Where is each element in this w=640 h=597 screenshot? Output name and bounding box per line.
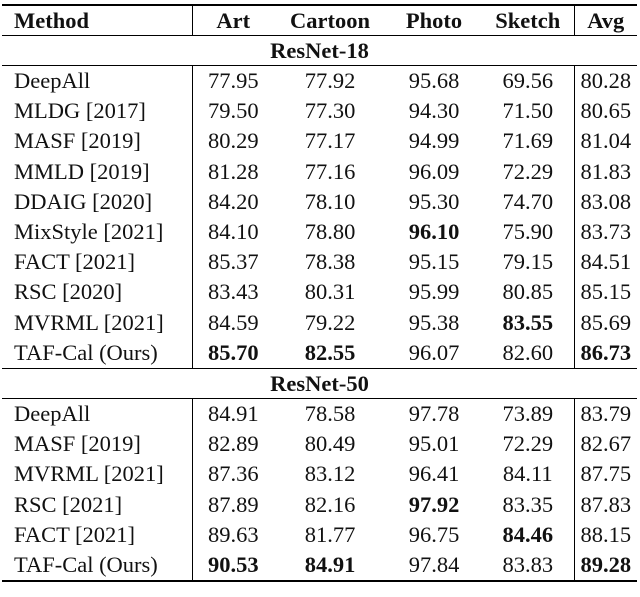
table-row — [2, 490, 637, 520]
table-row — [2, 459, 637, 489]
sketch-cell: 72.29 — [502, 158, 554, 184]
avg-cell: 88.15 — [574, 520, 637, 550]
header-avg: Avg — [574, 5, 637, 36]
art-cell: 81.28 — [207, 158, 259, 184]
avg-cell: 83.79 — [574, 399, 637, 430]
avg-cell: 81.04 — [574, 126, 637, 156]
art-cell: 87.89 — [207, 491, 259, 517]
art-cell: 89.63 — [207, 521, 259, 547]
cartoon-cell: 80.49 — [304, 431, 356, 457]
table-row — [2, 217, 637, 247]
photo-cell: 96.07 — [408, 339, 460, 365]
photo-cell: 95.38 — [408, 309, 460, 335]
sketch-cell: 75.90 — [502, 219, 554, 245]
avg-cell: 83.73 — [574, 217, 637, 247]
cartoon-cell: 77.17 — [304, 128, 356, 154]
art-cell: 84.20 — [207, 188, 259, 214]
photo-cell-best: 97.92 — [408, 491, 460, 517]
header-sketch: Sketch — [482, 5, 574, 36]
avg-cell: 85.15 — [574, 277, 637, 307]
cartoon-cell: 77.30 — [304, 98, 356, 124]
sketch-cell: 71.69 — [502, 128, 554, 154]
sketch-cell: 83.35 — [502, 491, 554, 517]
header-cartoon: Cartoon — [274, 5, 386, 36]
sketch-cell: 74.70 — [502, 188, 554, 214]
method-cell: MASF [2019] — [2, 126, 192, 156]
table-row — [2, 550, 637, 581]
avg-cell: 82.67 — [574, 429, 637, 459]
art-cell: 87.36 — [207, 461, 259, 487]
method-cell: RSC [2020] — [2, 277, 192, 307]
table-row — [2, 66, 637, 97]
avg-cell: 87.75 — [574, 459, 637, 489]
photo-cell: 94.30 — [408, 98, 460, 124]
method-cell: MixStyle [2021] — [2, 217, 192, 247]
method-cell: MVRML [2021] — [2, 308, 192, 338]
photo-cell: 96.75 — [408, 521, 460, 547]
sketch-cell: 72.29 — [502, 431, 554, 457]
art-cell: 77.95 — [207, 68, 259, 93]
art-cell-best: 90.53 — [192, 550, 274, 581]
sketch-cell: 84.11 — [502, 461, 553, 487]
table-row — [2, 96, 637, 126]
cartoon-cell: 82.16 — [304, 491, 356, 517]
method-cell: DDAIG [2020] — [2, 187, 192, 217]
cartoon-cell-best: 82.55 — [304, 339, 356, 365]
photo-cell: 96.09 — [408, 158, 460, 184]
method-cell: TAF-Cal (Ours) — [2, 550, 192, 581]
avg-cell: 84.51 — [574, 247, 637, 277]
header-photo: Photo — [386, 5, 482, 36]
header-art: Art — [192, 5, 274, 36]
table-row — [2, 429, 637, 459]
photo-cell: 95.68 — [408, 68, 460, 93]
sketch-cell: 82.60 — [502, 339, 554, 365]
table-row — [2, 520, 637, 550]
sketch-cell: 83.83 — [482, 550, 574, 581]
avg-cell: 80.65 — [574, 96, 637, 126]
sketch-cell-best: 84.46 — [502, 521, 554, 547]
art-cell: 83.43 — [207, 279, 259, 305]
art-cell: 85.37 — [207, 249, 259, 275]
method-cell: MLDG [2017] — [2, 96, 192, 126]
sketch-cell: 79.15 — [502, 249, 554, 275]
table-row — [2, 308, 637, 338]
method-cell: TAF-Cal (Ours) — [2, 338, 192, 369]
header-row — [2, 5, 637, 36]
method-cell: MVRML [2021] — [2, 459, 192, 489]
cartoon-cell: 81.77 — [304, 521, 356, 547]
avg-cell: 80.28 — [574, 66, 637, 97]
art-cell: 84.59 — [207, 309, 259, 335]
method-cell: MASF [2019] — [2, 429, 192, 459]
group-title: ResNet-18 — [2, 36, 637, 66]
cartoon-cell: 77.92 — [304, 68, 356, 93]
art-cell: 82.89 — [207, 431, 259, 457]
avg-cell-best: 86.73 — [574, 338, 637, 369]
cartoon-cell: 78.58 — [304, 401, 356, 427]
method-cell: FACT [2021] — [2, 247, 192, 277]
sketch-cell: 71.50 — [502, 98, 554, 124]
group-title: ResNet-50 — [2, 369, 637, 399]
avg-cell: 85.69 — [574, 308, 637, 338]
cartoon-cell: 78.38 — [304, 249, 356, 275]
photo-cell: 95.99 — [408, 279, 460, 305]
table-row — [2, 338, 637, 369]
avg-cell: 87.83 — [574, 490, 637, 520]
photo-cell-best: 96.10 — [408, 219, 460, 245]
method-cell: MMLD [2019] — [2, 157, 192, 187]
results-table — [2, 4, 637, 582]
table-row — [2, 277, 637, 307]
table-row — [2, 399, 637, 430]
art-cell: 84.91 — [207, 401, 259, 427]
group-row-resnet50 — [2, 369, 637, 399]
table-row — [2, 247, 637, 277]
method-cell: FACT [2021] — [2, 520, 192, 550]
art-cell-best: 85.70 — [207, 339, 259, 365]
photo-cell: 95.30 — [408, 188, 460, 214]
header-method: Method — [2, 5, 192, 36]
avg-cell: 81.83 — [574, 157, 637, 187]
sketch-cell: 73.89 — [502, 401, 554, 427]
sketch-cell: 80.85 — [502, 279, 554, 305]
method-cell: DeepAll — [2, 399, 192, 430]
table-row — [2, 157, 637, 187]
group-row-resnet18 — [2, 36, 637, 66]
sketch-cell: 69.56 — [502, 68, 554, 93]
photo-cell: 95.01 — [408, 431, 460, 457]
table-row — [2, 187, 637, 217]
cartoon-cell: 83.12 — [304, 461, 356, 487]
photo-cell: 97.84 — [386, 550, 482, 581]
cartoon-cell: 77.16 — [304, 158, 356, 184]
photo-cell: 94.99 — [408, 128, 460, 154]
cartoon-cell-best: 84.91 — [274, 550, 386, 581]
avg-cell: 83.08 — [574, 187, 637, 217]
cartoon-cell: 80.31 — [304, 279, 356, 305]
cartoon-cell: 78.80 — [304, 219, 356, 245]
method-cell: DeepAll — [2, 66, 192, 97]
cartoon-cell: 78.10 — [304, 188, 356, 214]
method-cell: RSC [2021] — [2, 490, 192, 520]
art-cell: 80.29 — [207, 128, 259, 154]
photo-cell: 95.15 — [408, 249, 460, 275]
table-row — [2, 126, 637, 156]
avg-cell-best: 89.28 — [574, 550, 637, 581]
cartoon-cell: 79.22 — [304, 309, 356, 335]
art-cell: 79.50 — [207, 98, 259, 124]
art-cell: 84.10 — [207, 219, 259, 245]
photo-cell: 96.41 — [408, 461, 460, 487]
sketch-cell-best: 83.55 — [502, 309, 554, 335]
photo-cell: 97.78 — [408, 401, 460, 427]
